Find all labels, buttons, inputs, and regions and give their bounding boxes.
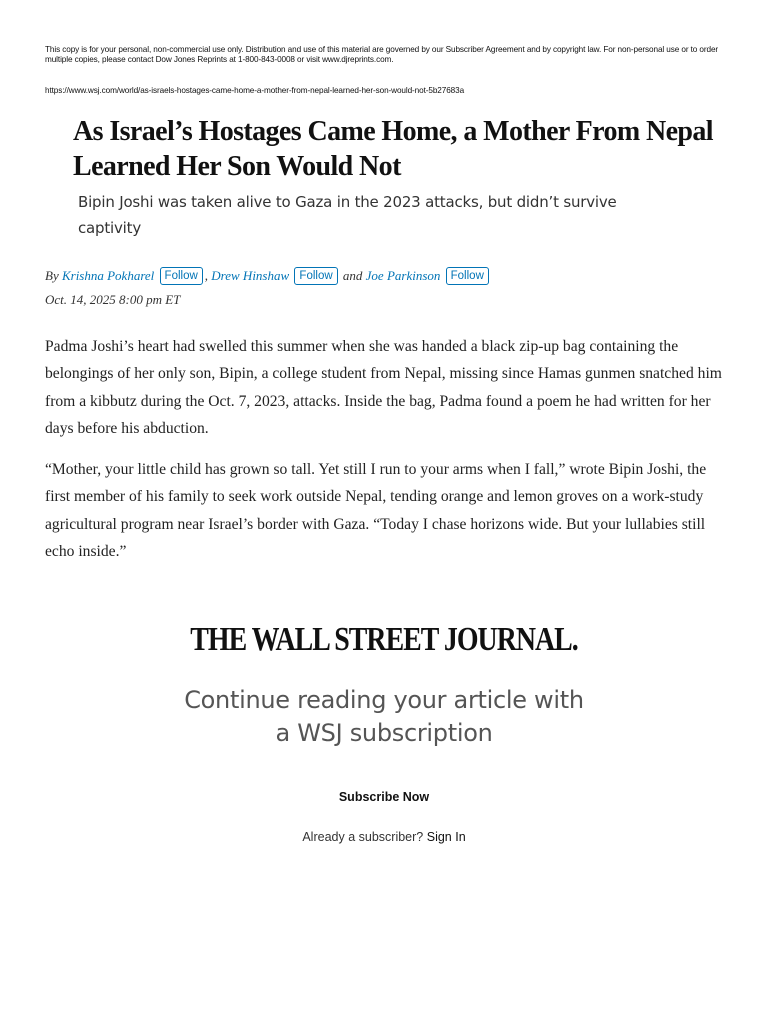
author-link-krishna-pokharel[interactable]: Krishna Pokharel <box>61 268 155 283</box>
subscribe-now-button[interactable]: Subscribe Now <box>338 790 430 804</box>
byline <box>45 265 735 287</box>
author-link-joe-parkinson[interactable]: Joe Parkinson <box>365 268 441 283</box>
article-dek: Bipin Joshi was taken alive to Gaza in the 2023 attacks, but didn’t survive captivity <box>78 193 617 237</box>
copyright-notice: This copy is for your personal, non-commercial use only. Distribution and use of this material are governed by our Subscriber Agreement and by copyright law. For non-personal use or to order multiple copies, please contact Dow Jones Reprints at 1-800-843-0008 or visit www.djreprints.com. <box>45 45 719 64</box>
publish-timestamp: Oct. 14, 2025 8:00 pm ET <box>45 292 181 307</box>
continue-reading-line-1: Continue reading your article with <box>184 686 584 714</box>
article-url: https://www.wsj.com/world/as-israels-hostages-came-home-a-mother-from-nepal-learned-her-son-would-not-5b27683a <box>45 86 465 95</box>
follow-button-krishna-pokharel[interactable]: Follow <box>160 267 203 285</box>
continue-reading-message <box>0 684 768 750</box>
follow-button-drew-hinshaw[interactable]: Follow <box>294 267 337 285</box>
byline-and: and <box>342 268 363 283</box>
article-paragraph: “Mother, your little child has grown so tall. Yet still I run to your arms when I fall,” wrote Bipin Joshi, the first member of his family to seek work outside Nepal, tending orange and lemon groves on a work-study agricultural program near Israel’s border with Gaza. “Today I chase horizons wide. But your lullabies still echo inside.” <box>45 461 707 561</box>
continue-reading-line-2: a WSJ subscription <box>275 719 493 747</box>
follow-button-joe-parkinson[interactable]: Follow <box>446 267 489 285</box>
sign-in-link[interactable]: Sign In <box>426 830 466 844</box>
wsj-masthead-logo: THE WALL STREET JOURNAL. <box>190 621 578 658</box>
sign-in-prompt <box>0 830 768 844</box>
article-paragraph: Padma Joshi’s heart had swelled this summer when she was handed a black zip-up bag containing the belongings of her only son, Bipin, a college student from Nepal, missing since Hamas gunmen snatched him from a kibbutz during the Oct. 7, 2023, attacks. Inside the bag, Padma found a poem he had written for her days before his abduction. <box>45 338 722 437</box>
byline-by: By <box>45 268 59 283</box>
already-subscriber-text: Already a subscriber? <box>302 830 424 844</box>
author-link-drew-hinshaw[interactable]: Drew Hinshaw <box>211 268 290 283</box>
byline-separator: , <box>204 268 209 283</box>
article-body <box>45 333 725 579</box>
article-headline: As Israel’s Hostages Came Home, a Mother From Nepal Learned Her Son Would Not <box>73 116 713 182</box>
paywall-panel <box>0 616 768 844</box>
